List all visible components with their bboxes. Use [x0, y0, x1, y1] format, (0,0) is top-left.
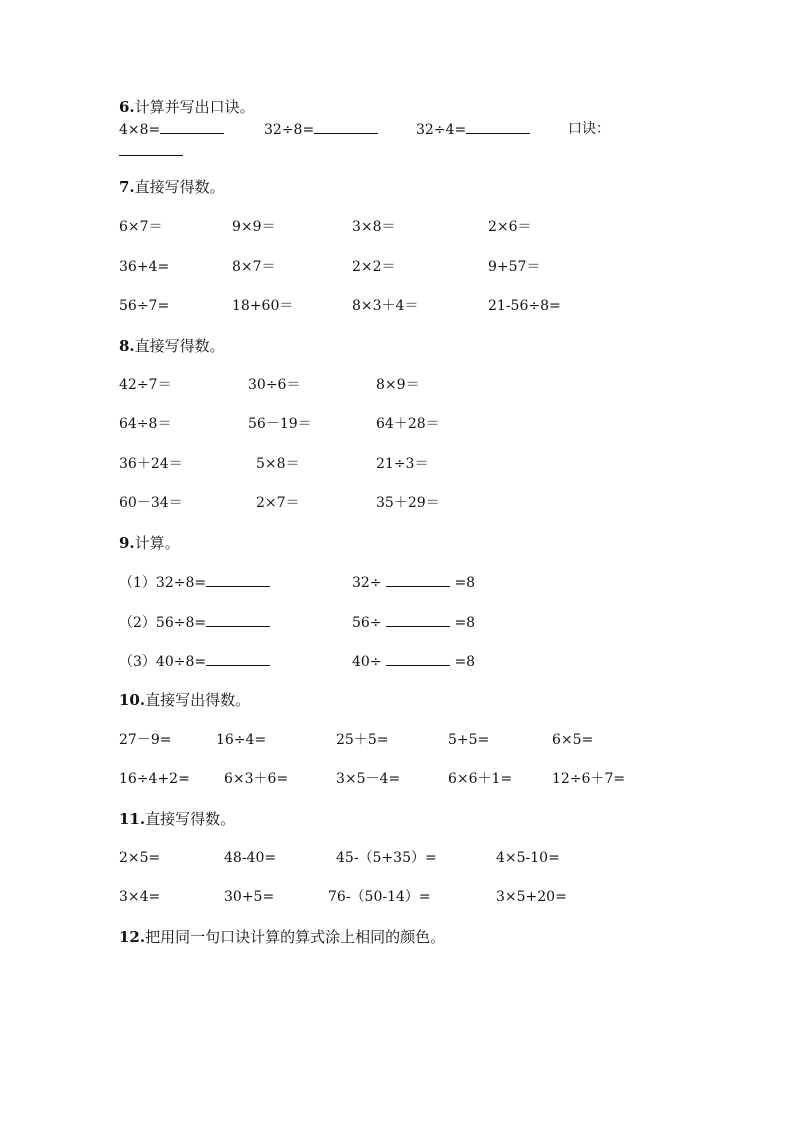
q10-problem: 16÷4+2=: [119, 771, 190, 787]
q8-problem: 35＋29＝: [376, 495, 440, 511]
q11-problem: 48-40=: [224, 850, 277, 866]
q8-problem: 5×8＝: [256, 456, 300, 472]
q9-right-problem: 32÷ =8: [352, 575, 476, 591]
answer-blank[interactable]: [386, 573, 450, 587]
answer-blank[interactable]: [206, 652, 270, 666]
q9-right-problem: 40÷ =8: [352, 654, 476, 670]
q11-problem: 3×5+20=: [496, 889, 567, 905]
q7-problem: 2×6＝: [488, 219, 532, 235]
q8-problem: 2×7＝: [256, 495, 300, 511]
q9-right-problem: 56÷ =8: [352, 615, 476, 631]
q9-heading: 9.计算。: [119, 534, 180, 552]
q8-problem: 60－34＝: [119, 495, 183, 511]
q10-problem: 5+5=: [448, 732, 490, 748]
q8-problem: 64÷8＝: [119, 416, 172, 432]
q11-problem: 4×5-10=: [496, 850, 560, 866]
q6-heading: 6.计算并写出口诀。: [119, 98, 255, 116]
answer-blank[interactable]: [206, 613, 270, 627]
q6-item-2: 32÷8=: [264, 120, 378, 139]
q11-problem: 30+5=: [224, 889, 275, 905]
q11-problem: 2×5=: [119, 850, 161, 866]
q6-item-3: 32÷4=: [416, 120, 530, 139]
q10-problem: 27－9=: [119, 732, 172, 748]
q6-item-1: 4×8=: [119, 120, 224, 139]
q7-problem: 6×7＝: [119, 219, 163, 235]
q7-problem: 9×9＝: [232, 219, 276, 235]
answer-blank[interactable]: [386, 652, 450, 666]
answer-blank[interactable]: [314, 120, 378, 134]
q8-problem: 8×9＝: [376, 377, 420, 393]
q7-problem: 18+60＝: [232, 298, 294, 314]
q11-problem: 3×4=: [119, 889, 161, 905]
q10-problem: 16÷4=: [216, 732, 267, 748]
answer-blank[interactable]: [386, 613, 450, 627]
q7-problem: 21-56÷8=: [488, 298, 561, 314]
q7-heading: 7.直接写得数。: [119, 178, 225, 196]
q10-problem: 12÷6＋7=: [552, 771, 626, 787]
q10-problem: 6×3＋6=: [224, 771, 289, 787]
q12-heading: 12.把用同一句口诀计算的算式涂上相同的颜色。: [119, 928, 446, 946]
q7-problem: 56÷7=: [119, 298, 170, 314]
q10-problem: 3×5－4=: [336, 771, 401, 787]
answer-blank[interactable]: [206, 573, 270, 587]
q8-problem: 36＋24＝: [119, 456, 183, 472]
q8-heading: 8.直接写得数。: [119, 337, 225, 355]
q10-problem: 6×6＋1=: [448, 771, 513, 787]
q9-left-problem: （1）32÷8=: [119, 573, 270, 592]
q10-heading: 10.直接写出得数。: [119, 691, 251, 709]
q7-problem: 9+57＝: [488, 259, 541, 275]
q6-mnemonic-blank[interactable]: [119, 142, 183, 161]
q10-problem: 25＋5=: [336, 732, 389, 748]
q8-problem: 30÷6＝: [248, 377, 301, 393]
answer-blank[interactable]: [466, 120, 530, 134]
q11-problem: 76-（50-14）=: [328, 889, 431, 905]
q11-problem: 45-（5+35）=: [336, 850, 437, 866]
q7-problem: 8×3＋4＝: [352, 298, 419, 314]
q8-problem: 56－19＝: [248, 416, 312, 432]
q8-problem: 64＋28＝: [376, 416, 440, 432]
q10-problem: 6×5=: [552, 732, 594, 748]
q8-problem: 21÷3＝: [376, 456, 429, 472]
answer-blank[interactable]: [160, 120, 224, 134]
q7-problem: 3×8＝: [352, 219, 396, 235]
q11-heading: 11.直接写得数。: [119, 810, 236, 828]
q7-problem: 8×7＝: [232, 259, 276, 275]
q6-mnemonic-label: 口诀：: [568, 121, 610, 137]
q9-left-problem: （3）40÷8=: [119, 652, 270, 671]
q9-left-problem: （2）56÷8=: [119, 613, 270, 632]
q8-problem: 42÷7＝: [119, 377, 172, 393]
q7-problem: 36+4=: [119, 259, 170, 275]
q7-problem: 2×2＝: [352, 259, 396, 275]
